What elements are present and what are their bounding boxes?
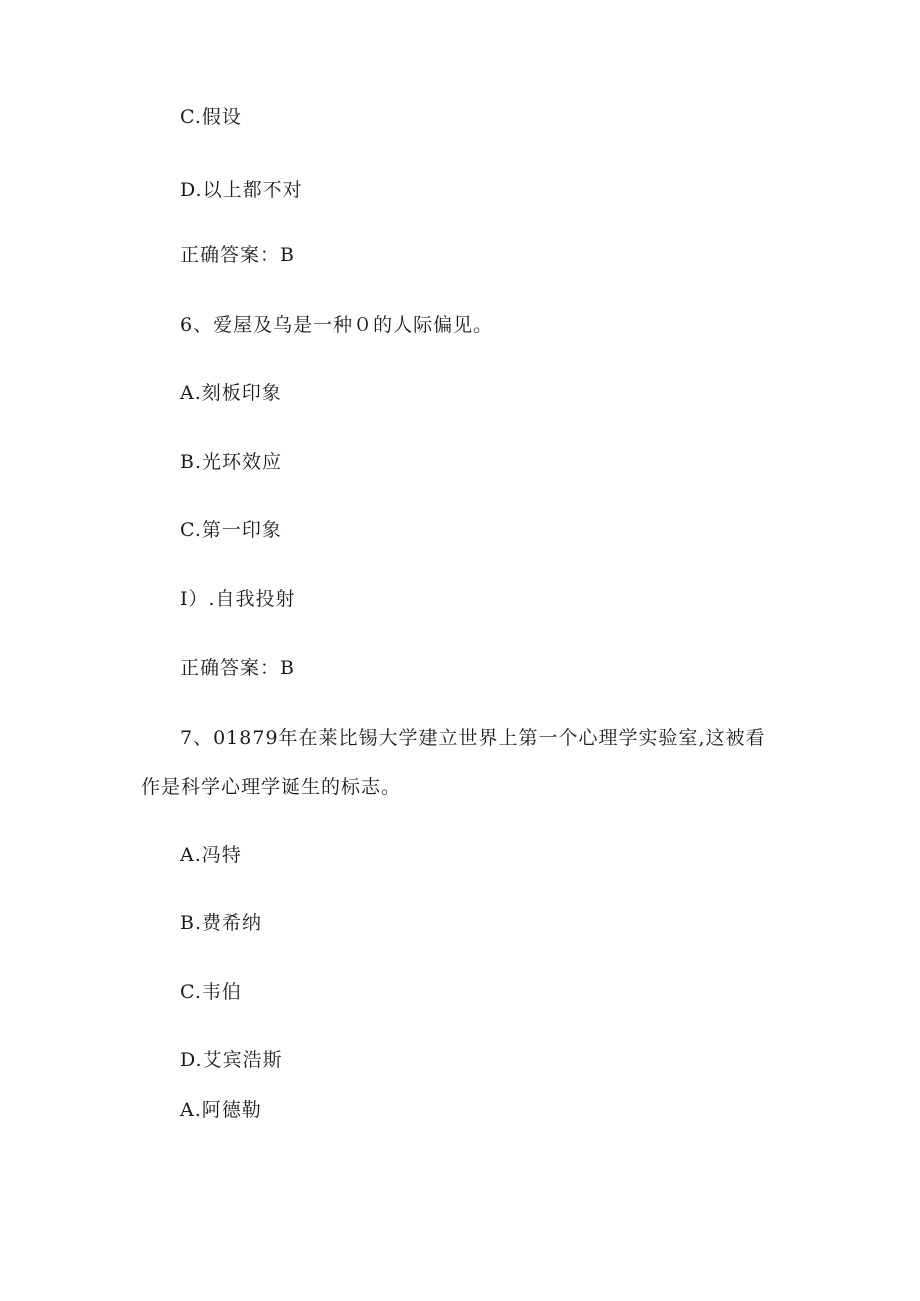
option-a-text: A.阿德勒: [180, 1099, 262, 1121]
question-7-line-2: 作是科学心理学诞生的标志。: [141, 776, 402, 798]
question-6: 6、爱屋及乌是一种０的人际偏见。: [180, 314, 494, 336]
option-d-text: D.以上都不对: [180, 179, 303, 201]
option-a-text: A.冯特: [180, 844, 242, 866]
option-c-text: C.韦伯: [180, 981, 242, 1003]
question-7-line-1: 7、01879年在莱比锡大学建立世界上第一个心理学实验室,这被看: [180, 727, 766, 749]
option-b-text: B.光环效应: [180, 451, 283, 473]
option-c-text: C.假设: [180, 106, 242, 128]
answer-line: 正确答案：B: [180, 657, 295, 679]
option-d-text: I）.自我投射: [180, 588, 296, 610]
option-b-text: B.费希纳: [180, 912, 263, 934]
answer-line: 正确答案：B: [180, 244, 295, 266]
option-d-text: D.艾宾浩斯: [180, 1049, 283, 1071]
option-a-text: A.刻板印象: [180, 382, 282, 404]
option-c-text: C.第一印象: [180, 519, 282, 541]
